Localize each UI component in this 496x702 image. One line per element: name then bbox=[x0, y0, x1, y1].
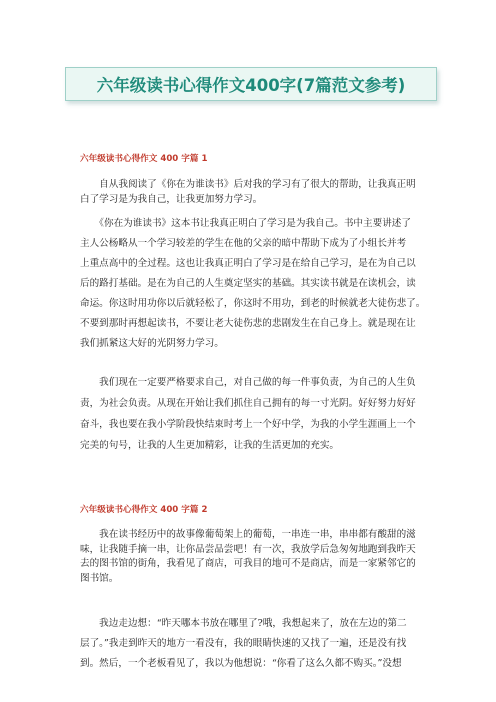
document-title: 六年级读书心得作文400字(7篇范文参考) bbox=[96, 76, 406, 95]
text-line: 图书馆。 bbox=[80, 572, 119, 584]
text-line: 奋斗，我也要在我小学阶段快结束时考上一个好中学，为我的小学生涯画上一个 bbox=[80, 419, 416, 430]
text-line: 味，让我随手摘一串，让你品尝品尝吧！有一次，我放学后急匆匆地跑到我昨天 bbox=[80, 543, 416, 555]
text-line: 《你在为谁读书》这本书让我真正明白了学习是为我自己。书中主要讲述了 bbox=[80, 218, 411, 229]
text-line: 到。然后，一个老板看见了，我以为他想说：“你看了这么久都不购买。”没想 bbox=[80, 658, 402, 669]
text-line: 层了。”我走到昨天的地方一看没有，我的眼睛快速的又找了一遍，还是没有找 bbox=[80, 638, 407, 649]
paragraph-2-2 bbox=[80, 614, 422, 674]
text-line: 不要到那时再想起读书，不要让老大徒伤悲的悲剧发生在自己身上。就是现在让 bbox=[80, 318, 416, 329]
text-line: 去的图书馆的街角，我看见了商店，可我目的地可不是商店，而是一家紧邻它的 bbox=[80, 558, 416, 569]
paragraph-1-3 bbox=[80, 372, 422, 456]
section-heading-2: 六年级读书心得作文 400 字篇 2 bbox=[80, 505, 208, 515]
section-heading-1: 六年级读书心得作文 400 字篇 1 bbox=[80, 154, 208, 164]
text-line: 责，为社会负责。从现在开始让我们抓住自己拥有的每一寸光阴。好好努力好好 bbox=[80, 398, 416, 409]
paragraph-1-2 bbox=[80, 214, 426, 354]
text-line: 后的路打基础。是在为自己的人生奠定坚实的基础。其实读书就是在读机会，读 bbox=[80, 278, 416, 289]
paragraph-2-1 bbox=[80, 528, 422, 586]
text-line: 上重点高中的全过程。这也让我真正明白了学习是在给自己学习，是在为自己以 bbox=[80, 258, 416, 269]
text-line: 白了学习是为我自己，让我更加努力学习。 bbox=[80, 194, 263, 205]
text-line: 完美的句号，让我的人生更加精彩，让我的生活更加的充实。 bbox=[80, 440, 340, 451]
text-line: 自从我阅读了《你在为谁读书》后对我的学习有了很大的帮助，让我真正明 bbox=[80, 179, 416, 190]
text-line: 命运。你这时用功你以后就轻松了，你这时不用功，到老的时候就老大徒伤悲了。 bbox=[80, 298, 426, 309]
paragraph-1-1 bbox=[80, 177, 422, 207]
title-banner bbox=[65, 67, 437, 101]
text-line: 我边走边想：“昨天哪本书放在哪里了?哦，我想起来了，放在左边的第二 bbox=[80, 618, 407, 629]
text-line: 主人公杨略从一个学习较差的学生在他的父亲的暗中帮助下成为了小组长并考 bbox=[80, 238, 407, 249]
text-line: 我们现在一定要严格要求自己，对自己做的每一件事负责，为自己的人生负 bbox=[80, 377, 416, 388]
text-line: 我们抓紧这大好的光阴努力学习。 bbox=[80, 338, 224, 349]
text-line: 我在读书经历中的故事像葡萄架上的葡萄，一串连一串，串串都有酸甜的滋 bbox=[80, 529, 416, 540]
